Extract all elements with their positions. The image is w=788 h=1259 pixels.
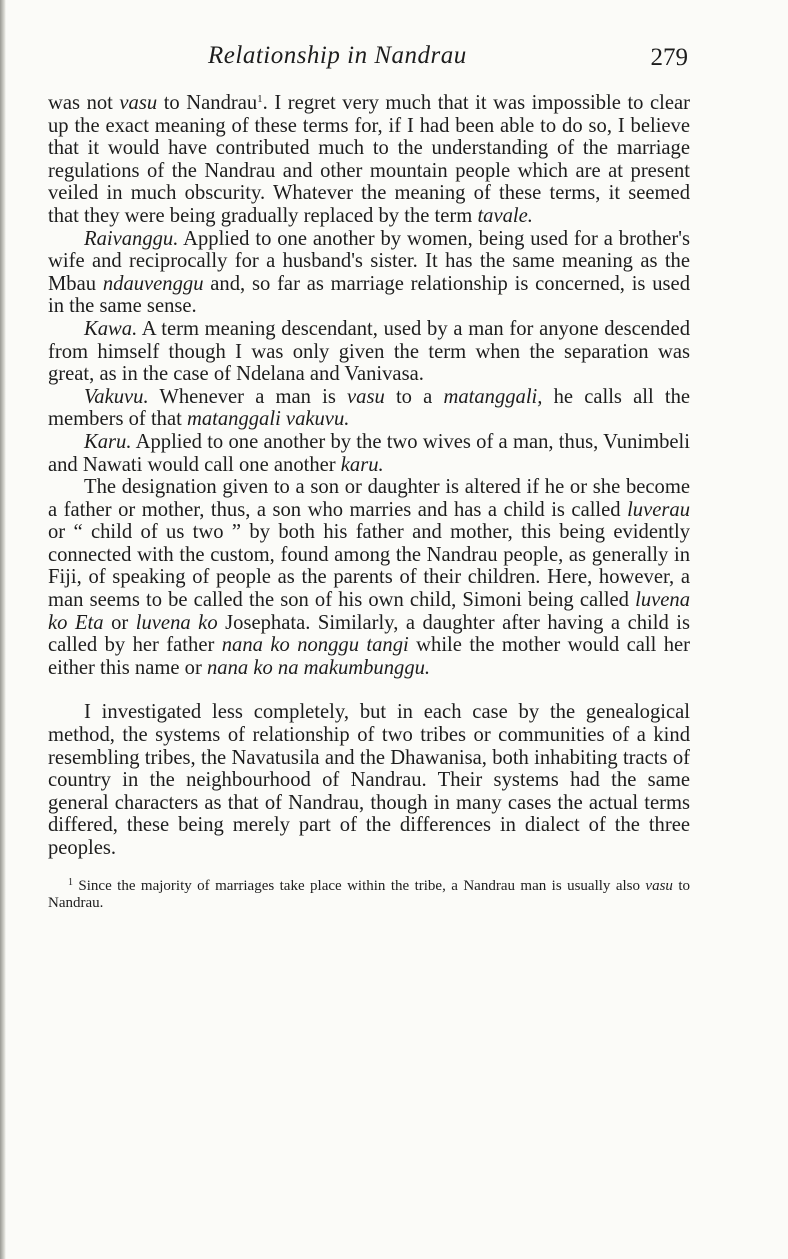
paragraph-karu	[48, 431, 690, 476]
italic-term: karu.	[340, 453, 384, 476]
italic-term: ndauvenggu	[102, 272, 204, 295]
text-run: Since the majority of marriages take place within the tribe, a Nandrau man is usually also	[73, 877, 646, 894]
text-run: Applied to one another by women, being used for a brother's wife and reciprocally for a husband's sister. It has the same meaning as the Mbau	[48, 227, 690, 295]
text-run: I investigated less completely, but in each case by the genealogical method, the systems of relationship of two tribes or communities of a kind resembling tribes, the Navatusila and the Dhawanisa, both inhabiting tracts of country in the neighbourhood of Nandrau. Their systems had the same general characters as that of Nandrau, though in many cases the actual terms differed, these being merely part of the differences in dialect of the three peoples.	[48, 701, 690, 859]
text-run: and, so far as marriage relationship is concerned, is used in the same sense.	[48, 272, 690, 318]
italic-term: tavale.	[477, 204, 533, 227]
italic-term: matanggali vakuvu.	[186, 408, 350, 431]
italic-term: nana ko nonggu tangi	[221, 634, 409, 657]
text-run: to Nandrau.	[48, 877, 690, 911]
italic-term: vasu	[347, 385, 385, 408]
italic-term: luvena ko Eta	[48, 589, 690, 634]
text-run: . I regret very much that it was impossible to clear up the exact meaning of these terms for, if I had been able to do so, I believe that it would have contributed much to the understanding of the marriage regulations of the Nandrau and other mountain people which are at present veiled in much obscurity. Whatever the meaning of these terms, it seemed that they were being gradually replaced by the term	[48, 92, 691, 227]
text-run: to a	[384, 385, 444, 408]
italic-term: Vakuvu.	[84, 385, 149, 408]
text-run: or	[103, 611, 136, 634]
page-edge-shadow	[0, 0, 6, 1259]
text-run: A term meaning descendant, used by a man for anyone descended from himself though I was only given the term when the separation was great, as in the case of Ndelana and Vanivasa.	[48, 317, 690, 386]
italic-term: nana ko na makumbunggu.	[206, 656, 431, 679]
text-run: Whenever a man is	[148, 385, 348, 408]
paragraph-designation	[48, 476, 690, 679]
italic-term: Karu.	[84, 430, 132, 453]
italic-term: Kawa.	[84, 317, 138, 340]
running-title: Relationship in Nandrau	[208, 42, 467, 69]
text-run: Applied to one another by the two wives of a man, thus, Vunimbeli and Nawati would call one another	[48, 430, 690, 476]
italic-term: vasu	[645, 877, 673, 894]
footnote	[48, 878, 690, 912]
text-run: or “ child of us two ” by both his father and mother, this being evidently connected with the custom, found among the Nandrau people, as generally in Fiji, of speaking of people as the parents of their children. Here, however, a man seems to be called the son of his own child, Simoni being called	[48, 521, 690, 612]
text-run: Josephata. Similarly, a daughter after having a child is called by her father	[48, 611, 690, 657]
text-run: he calls all the members of that	[48, 385, 691, 431]
text-run: The designation given to a son or daughter is altered if he or she become a father or mother, thus, a son who marries and has a child is called	[48, 476, 690, 521]
page-number: 279	[650, 44, 688, 71]
text-run: was not	[48, 92, 120, 114]
page-header	[48, 42, 688, 78]
italic-term: luverau	[627, 498, 690, 521]
body-text	[48, 92, 690, 912]
italic-term: luvena ko	[135, 611, 218, 634]
italic-term: Raivanggu.	[84, 227, 179, 250]
footnote-marker: 1	[68, 876, 73, 888]
italic-term: matanggali,	[443, 385, 543, 408]
paragraph-vakuvu	[48, 386, 690, 431]
paragraph-raivanggu	[48, 228, 690, 318]
footnote-marker: 1	[257, 93, 263, 105]
italic-term: vasu	[119, 92, 158, 114]
text-run: to Nandrau	[157, 92, 258, 114]
text-run: while the mother would call her either this name or	[48, 634, 691, 679]
paragraph-kawa	[48, 318, 690, 386]
paragraph-continuation	[48, 92, 690, 228]
paragraph-other-tribes	[48, 701, 690, 859]
